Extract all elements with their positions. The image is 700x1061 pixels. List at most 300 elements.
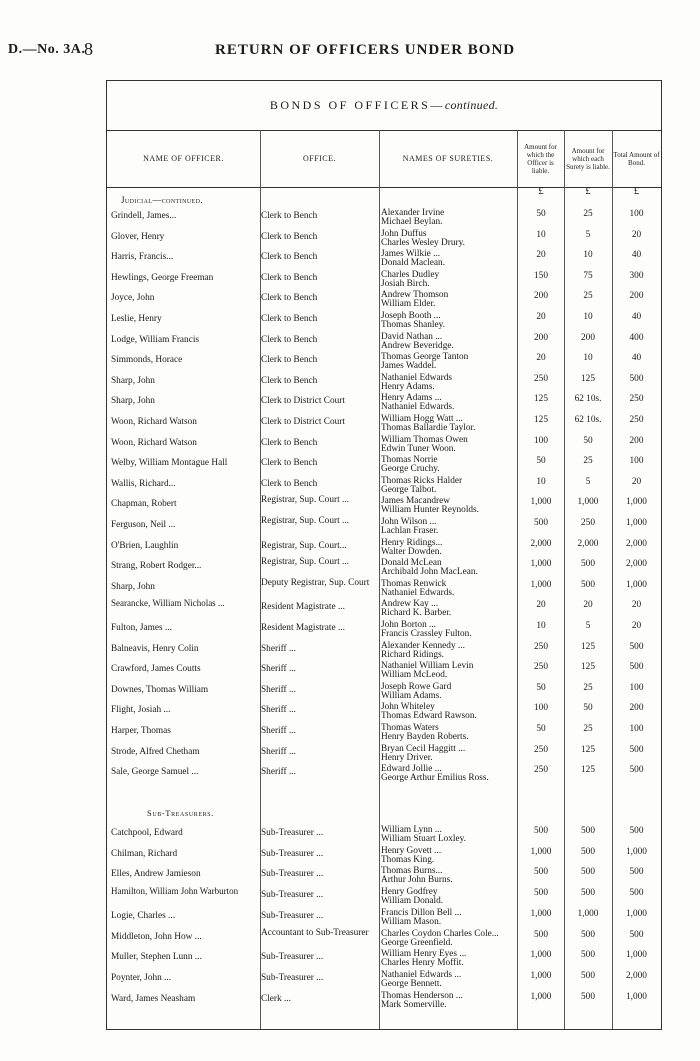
- amount-officer: 250: [534, 765, 548, 776]
- surety-name: Nathaniel Edwards ...: [381, 969, 462, 980]
- officer-office: Sub-Treasurer ...: [261, 910, 324, 921]
- surety-name: Francis Dillon Bell ...: [381, 907, 462, 918]
- officer-name: Balneavis, Henry Colin: [111, 643, 199, 654]
- surety-name: Charles Dudley: [381, 269, 440, 280]
- surety-name: Donald Maclean.: [381, 258, 446, 269]
- total-amount: 500: [629, 373, 644, 384]
- surety-name: Edward Jollie ...: [381, 764, 442, 775]
- amount-surety: 500: [581, 970, 595, 981]
- column-header-total: Total Amount of Bond.: [613, 150, 660, 167]
- surety-name: Thomas George Tanton: [381, 352, 469, 363]
- amount-officer: 20: [536, 250, 546, 261]
- table-row: [107, 723, 661, 745]
- amount-surety: 500: [581, 991, 595, 1002]
- amount-surety: 10: [583, 312, 593, 322]
- surety-name: Thomas Norrie: [381, 455, 438, 466]
- table-row: [107, 661, 661, 683]
- amount-officer: 150: [534, 270, 548, 281]
- surety-name: Henry Ridings...: [381, 537, 443, 548]
- amount-officer: 1,000: [530, 991, 552, 1002]
- column-header-office: OFFICE.: [302, 154, 337, 163]
- surety-name: Andrew Kay ...: [381, 599, 439, 610]
- surety-name: Joseph Rowe Gard: [381, 681, 452, 692]
- surety-name: William McLeod.: [381, 670, 448, 681]
- officer-office: Accountant to Sub-Treasurer: [261, 927, 369, 938]
- amount-officer: 200: [534, 332, 548, 343]
- amount-surety: 5: [585, 476, 591, 487]
- table-row: [107, 476, 661, 498]
- officer-office: Clerk to District Court: [261, 396, 345, 407]
- surety-name: Alexander Kennedy ...: [381, 640, 465, 651]
- total-amount: 300: [629, 270, 644, 281]
- surety-name: George Cruchy.: [381, 464, 440, 475]
- total-amount: 40: [631, 353, 642, 364]
- table-row: [107, 393, 661, 415]
- amount-officer: 1,000: [530, 579, 552, 590]
- section-heading-subtreasurers: Sub-Treasurers.: [147, 808, 214, 818]
- amount-surety: 5: [585, 621, 591, 631]
- surety-name: Josiah Birch.: [381, 278, 430, 289]
- surety-name: William Lynn ...: [381, 825, 442, 835]
- officer-office: Resident Magistrate ...: [261, 602, 345, 613]
- table-row: [107, 702, 661, 724]
- officer-name: Catchpool, Edward: [111, 828, 183, 838]
- amount-officer: 125: [534, 415, 548, 425]
- table-row: [107, 908, 661, 930]
- officer-office: Registrar, Sup. Court ...: [261, 516, 349, 526]
- table-row: [107, 970, 661, 992]
- surety-name: Thomas Henderson ...: [381, 990, 463, 1001]
- officer-name: Strode, Alfred Chetham: [111, 746, 200, 757]
- total-amount: 200: [629, 435, 644, 446]
- surety-name: William Stuart Loxley.: [381, 834, 467, 844]
- officer-office: Clerk to Bench: [261, 272, 318, 283]
- amount-officer: 500: [534, 867, 548, 878]
- amount-surety: 500: [581, 867, 595, 878]
- table-row: [107, 311, 661, 333]
- officer-name: Downes, Thomas William: [111, 684, 209, 695]
- surety-name: Edwin Tuner Woon.: [381, 443, 456, 454]
- total-amount: 500: [629, 826, 644, 836]
- surety-name: Nathaniel William Levin: [381, 661, 474, 672]
- surety-name: Francis Crassley Fulton.: [381, 629, 472, 639]
- surety-name: William Hunter Reynolds.: [381, 505, 480, 516]
- table-row: [107, 682, 661, 704]
- surety-name: David Nathan ...: [381, 331, 443, 342]
- amount-officer: 10: [536, 229, 546, 240]
- officer-office: Clerk to Bench: [261, 314, 318, 324]
- surety-name: Nathaniel Edwards.: [381, 402, 455, 413]
- amount-officer: 125: [534, 394, 548, 405]
- officer-name: Simmonds, Horace: [111, 355, 183, 366]
- table-row: [107, 949, 661, 971]
- surety-name: Walter Dowden.: [381, 546, 442, 557]
- surety-name: Thomas King.: [381, 854, 435, 865]
- amount-surety: 10: [583, 353, 593, 364]
- officer-office: Clerk to Bench: [261, 293, 318, 304]
- surety-name: John Wilson ...: [381, 517, 437, 527]
- surety-name: John Duffus: [381, 228, 427, 239]
- amount-surety: 500: [581, 929, 595, 940]
- officer-office: Sub-Treasurer ...: [261, 869, 324, 880]
- document-number: D.—No. 3A.: [8, 42, 86, 57]
- amount-surety: 50: [583, 435, 593, 446]
- surety-name: Thomas Ballardie Taylor.: [381, 423, 476, 433]
- officer-office: Clerk to Bench: [261, 211, 318, 221]
- amount-surety: 125: [581, 765, 595, 776]
- section-heading-judicial: Judicial—continued.: [121, 195, 204, 205]
- surety-name: William Henry Eyes ...: [381, 949, 467, 960]
- officer-name: Elles, Andrew Jamieson: [111, 869, 201, 880]
- officer-name: Chapman, Robert: [111, 499, 177, 510]
- amount-surety: 250: [581, 518, 595, 528]
- amount-officer: 50: [536, 456, 546, 467]
- surety-name: Henry Driver.: [381, 752, 433, 763]
- officer-name: Woon, Richard Watson: [111, 437, 197, 448]
- amount-surety: 25: [583, 682, 593, 693]
- amount-surety: 125: [581, 744, 595, 755]
- officer-office: Sheriff ...: [261, 726, 296, 736]
- amount-surety: 500: [581, 846, 595, 857]
- table-row: [107, 558, 661, 580]
- officer-office: Clerk to Bench: [261, 478, 318, 489]
- column-header-name: NAME OF OFFICER.: [143, 154, 224, 163]
- amount-officer: 10: [536, 621, 546, 631]
- officer-office: Clerk ...: [261, 993, 291, 1004]
- officer-name: Sale, George Samuel ...: [111, 767, 199, 778]
- amount-officer: 1,000: [530, 497, 552, 508]
- amount-officer: 250: [534, 744, 548, 755]
- amount-officer: 50: [536, 724, 546, 734]
- officer-office: Sheriff ...: [261, 684, 296, 695]
- total-amount: 1,000: [626, 518, 647, 528]
- amount-surety: 1,000: [577, 497, 599, 508]
- table-row: [107, 991, 661, 1013]
- surety-name: George Talbot.: [381, 484, 437, 495]
- officer-office: Sheriff ...: [261, 643, 296, 654]
- amount-surety: 50: [583, 703, 593, 714]
- total-amount: 2,000: [626, 538, 647, 549]
- amount-officer: 500: [534, 518, 548, 528]
- amount-officer: 20: [536, 600, 546, 611]
- table-row: [107, 641, 661, 663]
- total-amount: 500: [629, 662, 644, 673]
- officer-office: Sheriff ...: [261, 767, 296, 778]
- amount-officer: 50: [536, 209, 546, 219]
- surety-name: Donald McLean: [381, 558, 442, 569]
- officer-office: Clerk to District Court: [261, 417, 345, 427]
- amount-officer: 2,000: [530, 538, 552, 549]
- surety-name: Charles Coydon Charles Cole...: [381, 928, 499, 939]
- officer-name: Logie, Charles ...: [111, 910, 176, 921]
- total-amount: 40: [631, 250, 642, 261]
- officer-name: Sharp, John: [111, 581, 155, 592]
- officer-name: Sharp, John: [111, 375, 155, 386]
- surety-name: Richard Ridings.: [381, 649, 445, 660]
- officer-name: Leslie, Henry: [111, 314, 162, 324]
- table-row: [107, 352, 661, 374]
- officer-name: Glover, Henry: [111, 231, 165, 242]
- total-amount: 20: [631, 600, 642, 611]
- amount-surety: 10: [583, 250, 593, 261]
- table-row: [107, 887, 661, 909]
- table-row: [107, 825, 661, 847]
- amount-surety: 500: [581, 888, 595, 899]
- amount-surety: 500: [581, 826, 595, 836]
- officer-name: Ward, James Neasham: [111, 993, 196, 1004]
- surety-name: Thomas Renwick: [381, 578, 447, 589]
- officer-office: Sheriff ...: [261, 746, 296, 757]
- officer-office: Sub-Treasurer ...: [261, 848, 324, 859]
- officer-office: Sub-Treasurer ...: [261, 828, 324, 838]
- surety-name: Nathaniel Edwards.: [381, 587, 455, 598]
- surety-name: William Elder.: [381, 299, 436, 310]
- total-amount: 20: [631, 229, 642, 240]
- column-header-sureties: NAMES OF SURETIES.: [402, 154, 494, 163]
- officer-office: Clerk to Bench: [261, 334, 318, 345]
- surety-name: Henry Adams ...: [381, 393, 442, 404]
- officer-office: Sub-Treasurer ...: [261, 890, 324, 901]
- amount-surety: 62 10s.: [574, 415, 602, 425]
- officer-office: Clerk to Bench: [261, 375, 318, 386]
- officer-name: Lodge, William Francis: [111, 334, 200, 345]
- total-amount: 1,000: [626, 579, 647, 590]
- amount-surety: 25: [583, 291, 593, 302]
- officer-office: Clerk to Bench: [261, 355, 318, 366]
- officer-office: Clerk to Bench: [261, 252, 318, 263]
- amount-surety: 125: [581, 662, 595, 673]
- amount-surety: 125: [581, 641, 595, 652]
- total-amount: 1,000: [626, 846, 647, 857]
- officer-name: Hamilton, William John Warburton: [111, 886, 239, 897]
- page-title: RETURN OF OFFICERS UNDER BOND: [215, 42, 516, 58]
- officer-name: Woon, Richard Watson: [111, 417, 197, 427]
- total-amount: 500: [629, 888, 644, 899]
- total-amount: 2,000: [626, 559, 647, 570]
- officer-office: Sheriff ...: [261, 664, 296, 675]
- total-amount: 40: [631, 312, 642, 322]
- officer-name: Hewlings, George Freeman: [111, 272, 214, 283]
- officer-office: Registrar, Sup. Court ...: [261, 495, 349, 506]
- total-amount: 500: [629, 641, 644, 652]
- officer-office: Clerk to Bench: [261, 458, 318, 469]
- surety-name: William Adams.: [381, 690, 442, 701]
- officer-name: Grindell, James...: [111, 211, 177, 221]
- table-row: [107, 414, 661, 436]
- surety-name: Charles Henry Moffit.: [381, 958, 464, 969]
- surety-name: Thomas Edward Rawson.: [381, 711, 477, 722]
- table-row: [107, 249, 661, 271]
- table-row: [107, 764, 661, 786]
- surety-name: Richard K. Barber.: [381, 608, 452, 619]
- officer-office: Sheriff ...: [261, 705, 296, 716]
- officer-name: Flight, Josiah ...: [111, 705, 171, 716]
- table-row: [107, 866, 661, 888]
- table-row: [107, 846, 661, 868]
- total-amount: 2,000: [626, 970, 647, 981]
- table-row: [107, 744, 661, 766]
- officer-name: Sharp, John: [111, 396, 155, 407]
- table-row: [107, 229, 661, 251]
- surety-name: George Greenfield.: [381, 937, 453, 948]
- table-row: [107, 435, 661, 457]
- surety-name: Thomas Shanley.: [381, 320, 445, 330]
- total-amount: 100: [629, 456, 644, 467]
- amount-officer: 200: [534, 291, 548, 302]
- column-header-amount-officer: Amount for which the Officer is liable.: [524, 142, 557, 175]
- total-amount: 250: [629, 394, 644, 405]
- officer-name: Harris, Francis...: [111, 252, 174, 263]
- total-amount: 20: [631, 621, 642, 631]
- amount-officer: 1,000: [530, 846, 552, 857]
- currency-unit: £: [633, 185, 640, 197]
- amount-surety: 20: [583, 600, 593, 611]
- amount-officer: 500: [534, 929, 548, 940]
- amount-surety: 62 10s.: [574, 394, 602, 405]
- table-row: [107, 496, 661, 518]
- total-amount: 1,000: [626, 991, 647, 1002]
- surety-name: John Whiteley: [381, 702, 435, 713]
- officer-name: Harper, Thomas: [111, 726, 171, 736]
- amount-officer: 100: [534, 703, 548, 714]
- officer-office: Sub-Treasurer ...: [261, 972, 324, 983]
- total-amount: 500: [629, 867, 644, 878]
- amount-officer: 1,000: [530, 970, 552, 981]
- currency-unit: £: [585, 185, 591, 197]
- page-number: 8: [84, 39, 93, 59]
- officer-name: Wallis, Richard...: [111, 478, 176, 489]
- currency-unit: £: [538, 185, 544, 197]
- surety-name: Archibald John MacLean.: [381, 567, 478, 578]
- total-amount: 20: [631, 476, 642, 487]
- amount-officer: 20: [536, 353, 546, 364]
- amount-officer: 250: [534, 373, 548, 384]
- amount-surety: 200: [581, 332, 595, 343]
- total-amount: 400: [629, 332, 644, 343]
- amount-officer: 100: [534, 435, 548, 446]
- officer-name: Chilman, Richard: [111, 848, 178, 859]
- surety-name: James Waddel.: [381, 361, 437, 372]
- officer-name: Crawford, James Coutts: [111, 664, 201, 675]
- amount-officer: 250: [534, 641, 548, 652]
- table-row: [107, 517, 661, 539]
- surety-name: James Wilkie ...: [381, 249, 441, 260]
- amount-officer: 250: [534, 662, 548, 673]
- table-row: [107, 270, 661, 292]
- amount-surety: 5: [585, 229, 591, 240]
- table-row: [107, 599, 661, 621]
- table-row: [107, 538, 661, 560]
- total-amount: 500: [629, 765, 644, 776]
- officer-office: Registrar, Sup. Court ...: [261, 557, 349, 568]
- total-amount: 200: [629, 291, 644, 302]
- total-amount: 250: [629, 415, 644, 425]
- amount-surety: 2,000: [577, 538, 599, 549]
- surety-name: Henry Adams.: [381, 381, 435, 392]
- surety-name: Thomas Waters: [381, 723, 439, 733]
- table-row: [107, 929, 661, 951]
- table-subtitle: BONDS OF OFFICERS—continued.: [269, 98, 499, 112]
- amount-officer: 1,000: [530, 950, 552, 961]
- surety-name: Michael Beylan.: [381, 217, 443, 227]
- amount-officer: 500: [534, 826, 548, 836]
- surety-name: Charles Wesley Drury.: [381, 237, 465, 248]
- total-amount: 500: [629, 744, 644, 755]
- officer-office: Resident Magistrate ...: [261, 623, 345, 633]
- total-amount: 1,000: [626, 908, 647, 919]
- officer-name: Welby, William Montague Hall: [111, 458, 228, 469]
- amount-officer: 10: [536, 476, 546, 487]
- surety-name: Andrew Beveridge.: [381, 340, 454, 351]
- surety-name: Thomas Ricks Halder: [381, 475, 463, 486]
- surety-name: Alexander Irvine: [381, 208, 445, 218]
- officer-name: Poynter, John ...: [111, 972, 172, 983]
- officer-office: Sub-Treasurer ...: [261, 952, 324, 963]
- surety-name: William Thomas Owen: [381, 434, 468, 445]
- table-row: [107, 208, 661, 230]
- officer-name: O'Brien, Laughlin: [111, 540, 179, 551]
- officer-name: Fulton, James ...: [111, 623, 172, 633]
- officer-office: Clerk to Bench: [261, 437, 318, 448]
- table-row: [107, 373, 661, 395]
- officer-name: Ferguson, Neil ...: [111, 520, 176, 530]
- bonds-table: [106, 80, 662, 1030]
- surety-name: William Mason.: [381, 916, 442, 927]
- total-amount: 200: [629, 703, 644, 714]
- amount-surety: 25: [583, 724, 593, 734]
- surety-name: Lachlan Fraser.: [381, 526, 439, 536]
- total-amount: 100: [629, 209, 644, 219]
- surety-name: James Macandrew: [381, 496, 450, 507]
- surety-name: John Borton ...: [381, 620, 437, 630]
- total-amount: 100: [629, 682, 644, 693]
- surety-name: Joseph Booth ...: [381, 311, 441, 321]
- surety-name: Henry Govett ...: [381, 845, 442, 856]
- amount-officer: 500: [534, 888, 548, 899]
- table-row: [107, 455, 661, 477]
- surety-name: George Bennett.: [381, 978, 442, 989]
- column-header-amount-surety: Amount for which each Surety is liable.: [566, 146, 610, 171]
- officer-name: Searancke, William Nicholas ...: [111, 598, 225, 609]
- surety-name: George Arthur Emilius Ross.: [381, 773, 489, 784]
- surety-name: Andrew Thomson: [381, 290, 449, 301]
- amount-surety: 125: [581, 373, 595, 384]
- surety-name: William Donald.: [381, 896, 444, 907]
- surety-name: William Hogg Watt ...: [381, 414, 463, 424]
- amount-officer: 20: [536, 312, 546, 322]
- surety-name: Bryan Cecil Haggitt ...: [381, 743, 466, 754]
- table-row: [107, 332, 661, 354]
- officer-name: Joyce, John: [111, 293, 155, 304]
- total-amount: 100: [629, 724, 644, 734]
- surety-name: Thomas Burns...: [381, 866, 443, 877]
- amount-surety: 25: [583, 209, 593, 219]
- amount-surety: 500: [581, 559, 595, 570]
- total-amount: 1,000: [626, 497, 647, 508]
- surety-name: Mark Somerville.: [381, 999, 447, 1010]
- officer-name: Middleton, John How ...: [111, 931, 202, 942]
- total-amount: 500: [629, 929, 644, 940]
- officer-office: Clerk to Bench: [261, 231, 318, 242]
- table-row: [107, 620, 661, 642]
- amount-surety: 1,000: [577, 908, 599, 919]
- surety-name: Henry Godfrey: [381, 887, 438, 898]
- officer-name: Muller, Stephen Lunn ...: [111, 952, 202, 963]
- amount-officer: 1,000: [530, 559, 552, 570]
- total-amount: 1,000: [626, 950, 647, 961]
- surety-name: Henry Bayden Roberts.: [381, 732, 469, 742]
- surety-name: Nathaniel Edwards: [381, 372, 452, 383]
